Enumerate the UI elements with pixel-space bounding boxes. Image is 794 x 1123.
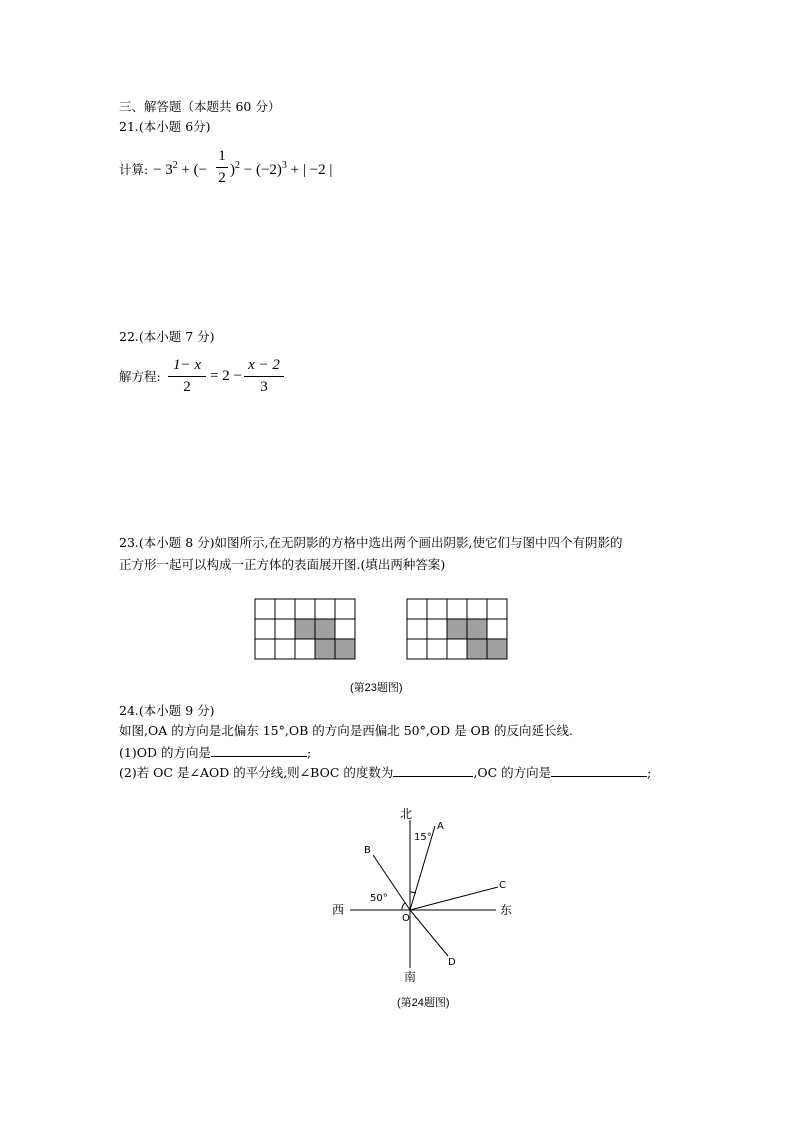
grid-cell-empty[interactable] [255,639,275,659]
grid-cell-shaded [315,639,335,659]
q22-rhs-bar [244,376,284,377]
grid-cell-empty[interactable] [447,639,467,659]
q24-compass-diagram [320,800,520,990]
q24-part2-mid: ,OC 的方向是 [473,765,552,780]
q23-grid-right [406,598,510,660]
q24-caption: (第24题图) [397,997,450,1009]
label-d: D [448,957,456,968]
grid-cell-empty[interactable] [407,619,427,639]
label-south: 南 [403,970,417,984]
q21-expr-part: − (−2) [243,162,282,178]
section-heading: 三、解答题（本题共 60 分） [119,99,281,114]
label-origin: O [402,913,410,924]
label-angle-15: 15° [414,832,432,843]
q24-answer-blank-3[interactable] [551,764,647,777]
q21-expr-part: + (− [181,162,208,178]
label-c: C [499,880,506,891]
label-east: 东 [500,903,513,917]
label-b: B [364,845,371,856]
q23-line2: 正方形一起可以构成一正方体的表面展开图.(填出两种答案) [119,557,446,572]
q22-rhs-denominator: 3 [260,379,268,395]
q21-expr-part: + | −2 | [290,162,333,178]
grid-cell-shaded [487,639,507,659]
grid-cell-empty[interactable] [427,619,447,639]
grid-cell-empty[interactable] [255,599,275,619]
q21-fraction [216,148,228,187]
grid-cell-empty[interactable] [427,639,447,659]
q22-lhs-fraction [168,357,206,396]
label-north: 北 [399,807,413,821]
grid-cell-empty[interactable] [487,599,507,619]
grid-cell-empty[interactable] [447,599,467,619]
grid-cell-empty[interactable] [295,599,315,619]
grid-cell-empty[interactable] [407,639,427,659]
grid-cell-empty[interactable] [467,599,487,619]
q21-exponent: 2 [172,160,178,171]
angle-arc-b [402,903,405,910]
q21-fraction-denominator: 2 [218,170,226,186]
q22-prompt: 解方程: [119,369,161,384]
q22-rhs-numerator: x − 2 [248,357,280,373]
q23-grid-left [254,598,358,660]
grid-cell-empty[interactable] [295,639,315,659]
q21-prompt: 计算: [119,162,149,177]
q23-caption: (第23题图) [350,682,403,694]
q21-expression [153,160,207,179]
q24-part2-suffix: ; [647,765,652,780]
q24-part1-prefix: (1)OD 的方向是 [119,745,211,760]
grid-cell-empty[interactable] [335,599,355,619]
grid-cell-empty[interactable] [255,619,275,639]
grid-cell-empty[interactable] [427,599,447,619]
grid-cell-shaded [467,619,487,639]
grid-cell-shaded [447,619,467,639]
q21-expr-part: ) [230,162,235,178]
ray-od [410,910,448,956]
q24-line1: 如图,OA 的方向是北偏东 15°,OB 的方向是西偏北 50°,OD 是 OB 的反向延长线. [119,723,573,738]
grid-cell-shaded [315,619,335,639]
grid-cell-empty[interactable] [275,599,295,619]
q21-number: 21.(本小题 6分) [119,119,211,134]
ray-oc [410,887,498,910]
grid-cell-shaded [295,619,315,639]
q24-answer-blank-1[interactable] [211,744,307,757]
q22-lhs-denominator: 2 [183,379,191,395]
grid-cell-empty[interactable] [335,619,355,639]
label-angle-50: 50° [370,893,388,904]
label-west: 西 [332,903,345,917]
grid-cell-shaded [467,639,487,659]
q24-part2 [119,764,651,781]
q21-fraction-numerator: 1 [218,148,226,164]
q22-lhs-bar [168,376,206,377]
q22-lhs-numerator: 1− x [172,357,202,373]
q21-expression-rest [230,160,332,179]
q21-exponent: 3 [281,160,287,171]
grid-cell-empty[interactable] [275,639,295,659]
q24-part2-prefix: (2)若 OC 是∠AOD 的平分线,则∠BOC 的度数为 [119,765,394,780]
q21-fraction-bar [216,167,228,168]
q23-line1: 23.(本小题 8 分)如图所示,在无阴影的方格中选出两个画出阴影,使它们与图中四个有阴影的 [119,535,623,550]
grid-cell-empty[interactable] [275,619,295,639]
q21-expr-part: − 3 [153,162,173,178]
grid-cell-shaded [335,639,355,659]
q22-middle: = 2 − [210,368,242,384]
label-a: A [437,821,444,832]
q22-rhs-fraction [244,357,284,396]
grid-cell-empty[interactable] [487,619,507,639]
q24-part1-suffix: ; [306,745,312,760]
q24-answer-blank-2[interactable] [393,764,473,777]
q24-number: 24.(本小题 9 分) [119,703,215,718]
q21-exponent: 2 [235,160,240,171]
q22-number: 22.(本小题 7 分) [119,329,215,344]
q24-part1 [119,744,311,761]
grid-cell-empty[interactable] [407,599,427,619]
grid-cell-empty[interactable] [315,599,335,619]
